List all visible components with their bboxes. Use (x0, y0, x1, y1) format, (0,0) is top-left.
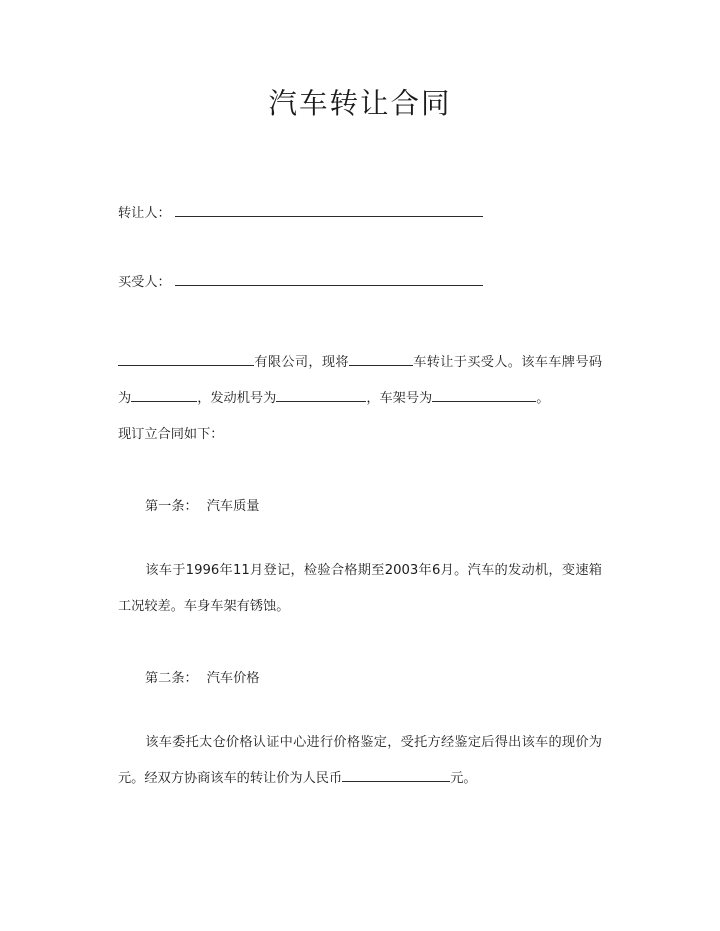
preamble-segment-2: 车转让于买受人。该车车牌号码为 (118, 354, 603, 406)
preamble-paragraph (118, 345, 602, 417)
vin-number-input[interactable] (432, 388, 536, 402)
engine-number-input[interactable] (276, 388, 366, 402)
spacer (118, 697, 602, 725)
clause-2-title (118, 661, 602, 697)
page-title: 汽车转让合同 (268, 87, 452, 120)
plate-number-input[interactable] (131, 388, 197, 402)
clause-2-body-text-part1: 该车委托太仓价格认证中心进行价格鉴定，受托方经鉴定后得出该车的现价为元。经双方协商该车的转让价为人民币 (118, 734, 602, 786)
preamble-segment-5: 。 (536, 390, 550, 406)
preamble-closing-line (118, 417, 602, 453)
preamble-closing-text: 现订立合同如下： (118, 426, 224, 442)
clause-1-body-text: 该车于1996年11月登记，检验合格期至2003年6月。汽车的发动机，变速箱工况较差。车身车架有锈蚀。 (118, 562, 602, 614)
buyer-input[interactable] (175, 272, 483, 286)
spacer (118, 525, 602, 553)
transferor-line (118, 196, 602, 232)
transferor-label: 转让人： (118, 205, 171, 221)
document-body (0, 196, 720, 797)
transferor-input[interactable] (175, 203, 483, 217)
clause-2-heading: 汽车价格 (206, 670, 260, 686)
clause-1-title (118, 489, 602, 525)
clause-2-body (118, 725, 602, 797)
company-name-input[interactable] (118, 352, 254, 366)
clause-2-number: 第二条： (145, 670, 198, 686)
clause-1-number: 第一条： (145, 498, 198, 514)
spacer (118, 453, 602, 489)
buyer-label: 买受人： (118, 274, 171, 290)
buyer-line (118, 265, 602, 301)
spacer (118, 625, 602, 661)
preamble-segment-3: ，发动机号为 (197, 390, 277, 406)
clause-2-body-text-part2: 元。 (450, 770, 477, 786)
spacer (118, 301, 602, 345)
preamble-segment-1: 有限公司，现将 (254, 354, 349, 370)
transfer-price-input[interactable] (342, 768, 450, 782)
clause-1-body (118, 553, 602, 625)
preamble-segment-4: ，车架号为 (366, 390, 433, 406)
clause-1-heading: 汽车质量 (206, 498, 260, 514)
vehicle-model-input[interactable] (349, 352, 413, 366)
